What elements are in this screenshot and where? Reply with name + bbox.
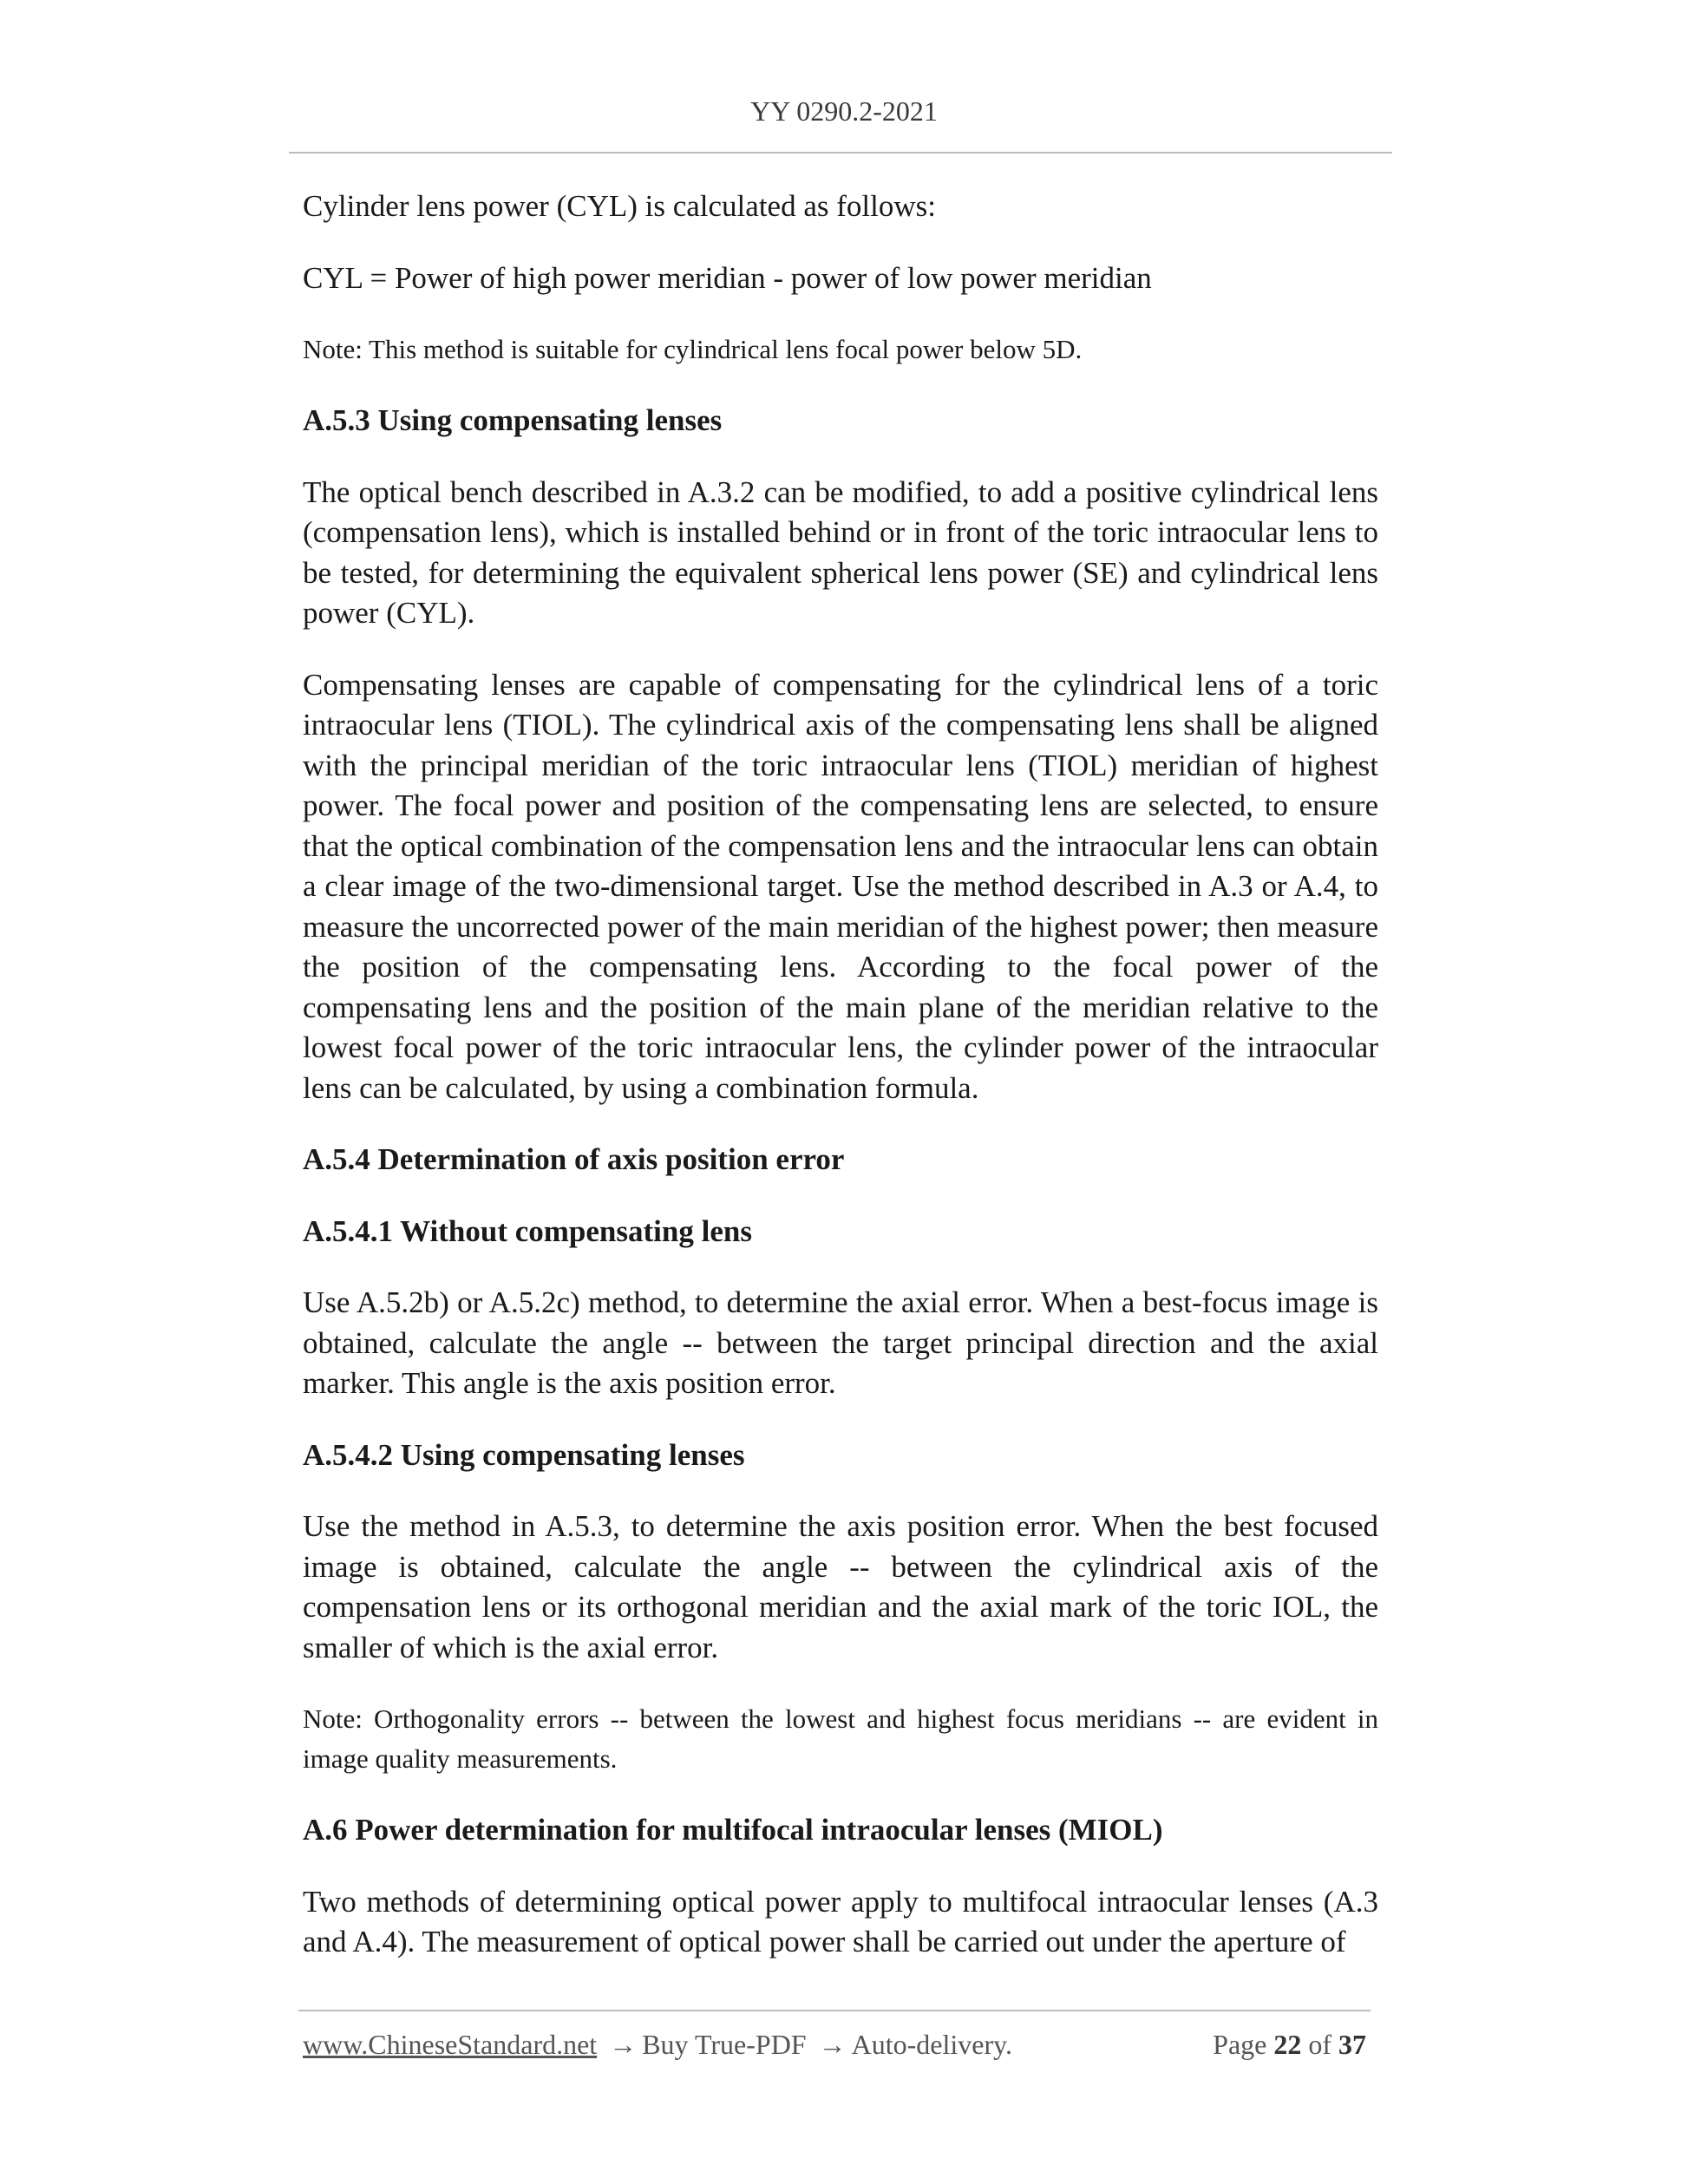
note-orthogonality: Note: Orthogonality errors -- between the lowest and highest focus meridians -- are evident in image quality measurements. <box>303 1703 1378 1774</box>
heading-a-6: A.6 Power determination for multifocal intraocular lenses (MIOL) <box>303 1813 1163 1847</box>
footer-divider <box>298 2010 1371 2011</box>
paragraph-cyl-intro: Cylinder lens power (CYL) is calculated as follows: <box>303 189 936 223</box>
total-pages: 37 <box>1338 2029 1366 2060</box>
heading-a-5-4-1: A.5.4.1 Without compensating lens <box>303 1213 752 1248</box>
heading-a-5-4-2: A.5.4.2 Using compensating lenses <box>303 1437 745 1472</box>
arrow-right-icon: → <box>818 2029 847 2060</box>
heading-a-5-3: A.5.3 Using compensating lenses <box>303 403 723 437</box>
paragraph-optical-bench: The optical bench described in A.3.2 can be modified, to add a positive cylindrical lens (compensation lens), which is installed behind or in front of the toric intraocular lens to be tested, for determining the equivalent spherical lens power (SE) and cylindrical lens power (CYL). <box>303 474 1378 630</box>
page-footer <box>303 2029 1366 2061</box>
paragraph-without-compensating: Use A.5.2b) or A.5.2c) method, to determine the axial error. When a best-focus image is obtained, calculate the angle -- between the target principal direction and the axial marker. This angle is the axis position error. <box>303 1285 1378 1400</box>
of-label: of <box>1308 2029 1331 2060</box>
paragraph-multifocal: Two methods of determining optical power apply to multifocal intraocular lenses (A.3 and A.4). The measurement of optical power shall be carried out under the aperture of <box>303 1884 1378 1958</box>
arrow-right-icon: → <box>609 2029 638 2060</box>
paragraph-cyl-formula: CYL = Power of high power meridian - power of low power meridian <box>303 260 1152 295</box>
header-divider <box>289 152 1392 154</box>
footer-left <box>303 2029 1012 2061</box>
auto-delivery-text: Auto-delivery. <box>851 2029 1013 2060</box>
note-cyl-method: Note: This method is suitable for cylindrical lens focal power below 5D. <box>303 334 1083 364</box>
buy-true-pdf-text: Buy True-PDF <box>642 2029 807 2060</box>
document-header-title: YY 0290.2-2021 <box>750 95 938 127</box>
paragraph-using-compensating: Use the method in A.5.3, to determine the axis position error. When the best focused image is obtained, calculate the angle -- between the cylindrical axis of the compensation lens or its orthogonal meridian and the axial mark of the toric IOL, the smaller of which is the axial error. <box>303 1509 1378 1664</box>
website-link[interactable]: www.ChineseStandard.net <box>303 2029 598 2060</box>
page-number <box>1213 2029 1366 2061</box>
page-content <box>303 186 1378 1994</box>
heading-a-5-4: A.5.4 Determination of axis position error <box>303 1142 845 1176</box>
paragraph-compensating-lenses: Compensating lenses are capable of compensating for the cylindrical lens of a toric intraocular lens (TIOL). The cylindrical axis of the compensating lens shall be aligned with the principal meridian of the toric intraocular lens (TIOL) meridian of highest power. The focal power and position of the compensating lens are selected, to ensure that the optical combination of the compensation lens and the intraocular lens can obtain a clear image of the two-dimensional target. Use the method described in A.3 or A.4, to measure the uncorrected power of the main meridian of the highest power; then measure the position of the compensating lens. According to the focal power of the compensating lens and the position of the main plane of the meridian relative to the lowest focal power of the toric intraocular lens, the cylinder power of the intraocular lens can be calculated, by using a combination formula. <box>303 667 1378 1105</box>
current-page: 22 <box>1273 2029 1302 2060</box>
page-label: Page <box>1213 2029 1267 2060</box>
